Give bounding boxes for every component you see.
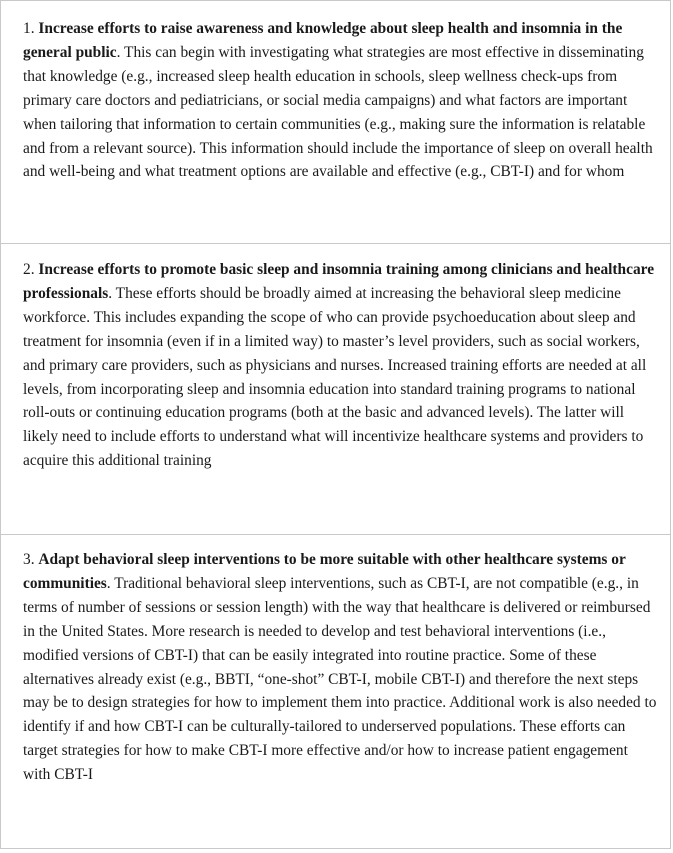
row-text <box>23 17 658 184</box>
table-row <box>1 535 670 850</box>
row-heading: Adapt behavioral sleep interventions to be more suitable with other healthcare systems or communities <box>23 551 626 592</box>
row-body: . Traditional behavioral sleep interventions, such as CBT-I, are not compatible (e.g., in terms of number of sessions or session length) with the way that healthcare is delivered or reimbursed in the United States. More research is needed to develop and test behavioral interventions (i.e., modified versions of CBT-I) that can be easily integrated into routine practice. Some of these alternatives already exist (e.g., BBTI, “one-shot” CBT-I, mobile CBT-I) and therefore the next steps may be to design strategies for how to implement them into practice. Additional work is also needed to identify if and how CBT-I can be culturally-tailored to underserved populations. These efforts can target strategies for how to make CBT-I more effective and/or how to increase patient engagement with CBT-I <box>23 574 657 784</box>
row-text <box>23 548 658 787</box>
row-number: 3. <box>23 551 35 568</box>
table-row <box>1 244 670 535</box>
row-body: . This can begin with investigating what strategies are most effective in disseminating that knowledge (e.g., increased sleep health education in schools, sleep wellness check-ups from primary care doctors and pediatricians, or social media campaigns) and what factors are important when tailoring that information to certain communities (e.g., making sure the information is relatable and from a relevant source). This information should include the importance of sleep on overall health and well-being and what treatment options are available and effective (e.g., CBT-I) and for whom <box>23 43 653 181</box>
row-number: 1. <box>23 20 35 37</box>
row-body: . These efforts should be broadly aimed at increasing the behavioral sleep medicine workforce. This includes expanding the scope of who can provide psychoeducation about sleep and treatment for insomnia (even if in a limited way) to master’s level providers, such as social workers, and primary care providers, such as physicians and nurses. Increased training efforts are needed at all levels, from incorporating sleep and insomnia education into standard training programs to national roll-outs or continuing education programs (both at the basic and advanced levels). The latter will likely need to include efforts to understand what will incentivize healthcare systems and providers to acquire this additional training <box>23 284 647 470</box>
row-heading: Increase efforts to promote basic sleep and insomnia training among clinicians and healthcare professionals <box>23 261 655 302</box>
row-heading: Increase efforts to raise awareness and knowledge about sleep health and insomnia in the general public <box>23 20 623 61</box>
table-row <box>1 1 670 244</box>
row-number: 2. <box>23 261 35 278</box>
row-text <box>23 258 658 473</box>
